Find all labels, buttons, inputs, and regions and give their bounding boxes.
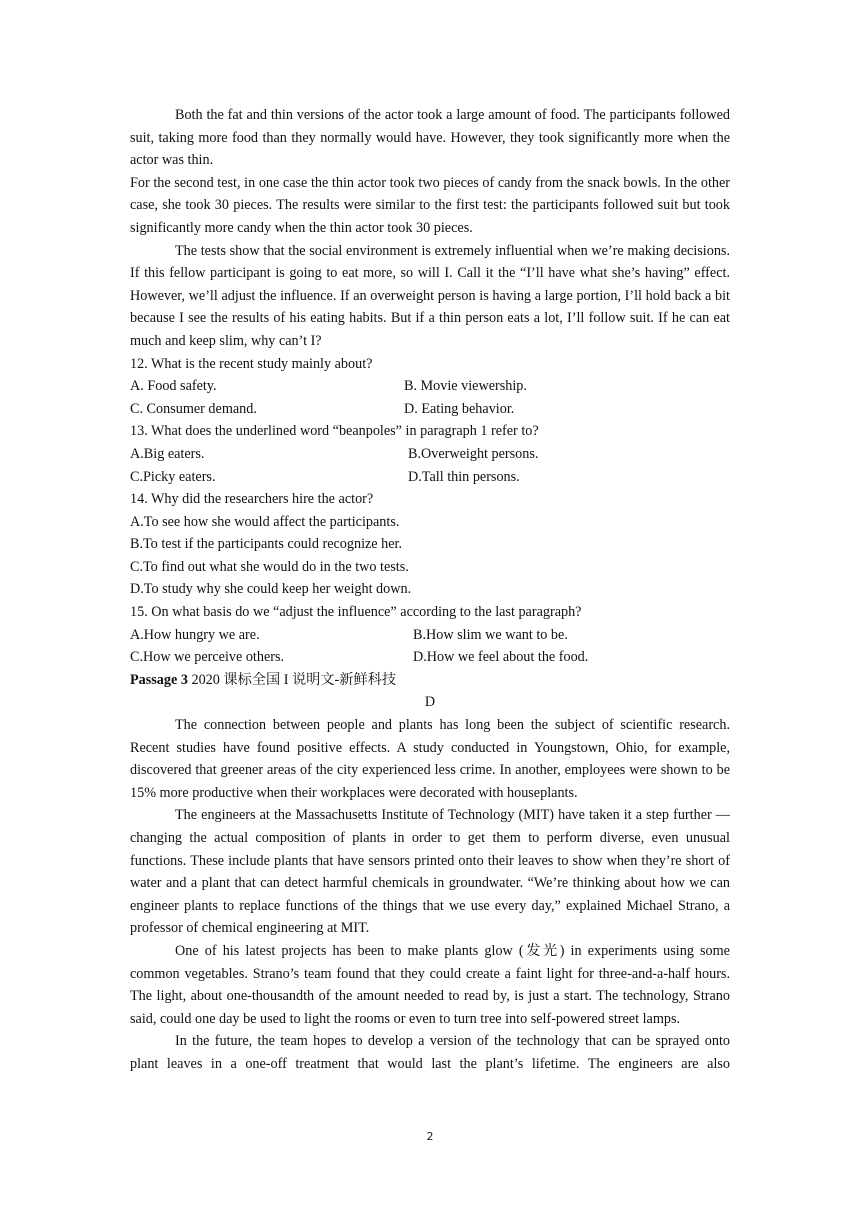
paragraph: Both the fat and thin versions of the actor took a large amount of food. The participants followed suit, taking more food than they normally would have. However, they took significantly more when the actor was thin. bbox=[130, 107, 730, 169]
paragraph: In the future, the team hopes to develop a version of the technology that can be sprayed onto plant leaves in a one-off treatment that would last the plant’s lifetime. The engineers are also bbox=[130, 1033, 730, 1072]
option-a: A.To see how she would affect the participants. bbox=[130, 513, 400, 530]
option-d: D.To study why she could keep her weight down. bbox=[130, 581, 412, 598]
option-c: C.How we perceive others. bbox=[130, 649, 285, 666]
option-d: D.How we feel about the food. bbox=[413, 649, 589, 666]
option-a: A.Big eaters. bbox=[130, 445, 205, 462]
option-b: B. Movie viewership. bbox=[404, 378, 527, 395]
option-b: B.To test if the participants could recognize her. bbox=[130, 536, 403, 553]
option-a: A. Food safety. bbox=[130, 378, 217, 395]
page-number: 2 bbox=[426, 1130, 434, 1143]
document-page bbox=[130, 104, 730, 1076]
question-12-options-row-2 bbox=[130, 398, 730, 421]
question-15-stem: 15. On what basis do we “adjust the influence” according to the last paragraph? bbox=[130, 604, 582, 621]
passage-label: Passage 3 bbox=[130, 671, 188, 688]
question-12-stem: 12. What is the recent study mainly about? bbox=[130, 355, 373, 372]
paragraph: One of his latest projects has been to make plants glow (发光) in experiments using some common vegetables. Strano’s team found that they could create a faint light for three-and-a-half hours. The light, about one-thousandth of the amount needed to read by, is just a start. The technology, Strano said, could one day be used to light the rooms or even to turn tree into self-powered street lamps. bbox=[130, 942, 730, 1027]
paragraph: The connection between people and plants has long been the subject of scientific research. Recent studies have found positive effects. A study conducted in Youngstown, Ohio, for example, discovered that greener areas of the city experienced less crime. In another, employees were shown to be 15% more productive when their workplaces were decorated with houseplants. bbox=[130, 717, 730, 801]
option-a: A.How hungry we are. bbox=[130, 626, 260, 643]
option-c: C.Picky eaters. bbox=[130, 468, 216, 485]
question-12-options-row-1 bbox=[130, 375, 730, 398]
paragraph: For the second test, in one case the thin actor took two pieces of candy from the snack bowls. In the other case, she took 30 pieces. The results were similar to the first test: the participants followed suit but took significantly more candy when the thin actor took 30 pieces. bbox=[130, 174, 730, 236]
option-d: D.Tall thin persons. bbox=[408, 468, 520, 485]
option-b: B.How slim we want to be. bbox=[413, 626, 568, 643]
passage-source: 2020 课标全国 I 说明文-新鲜科技 bbox=[187, 671, 397, 688]
option-d: D. Eating behavior. bbox=[404, 400, 515, 417]
paragraph: The engineers at the Massachusetts Institute of Technology (MIT) have taken it a step further — changing the actual composition of plants in order to get them to perform diverse, even unusual functions. These include plants that have sensors printed onto their leaves to show when they’re short of water and a plant that can detect harmful chemicals in groundwater. “We’re thinking about how we can engineer plants to replace functions of the things that we use every day,” explained Michael Strano, a professor of chemical engineering at MIT. bbox=[130, 807, 730, 937]
passage-heading bbox=[130, 669, 730, 692]
option-b: B.Overweight persons. bbox=[408, 445, 539, 462]
question-13-options-row-1 bbox=[130, 443, 730, 466]
paragraph: The tests show that the social environment is extremely influential when we’re making decisions. If this fellow participant is going to eat more, so will I. Call it the “I’ll have what she’s having” effect. However, we’ll adjust the influence. If an overweight person is having a large portion, I’ll hold back a bit because I see the results of his eating habits. But if a thin person eats a lot, I’ll follow suit. If he can eat much and keep slim, why can’t I? bbox=[130, 242, 730, 349]
question-14-stem: 14. Why did the researchers hire the actor? bbox=[130, 491, 374, 508]
question-15-options-row-1 bbox=[130, 624, 730, 647]
question-13-options-row-2 bbox=[130, 466, 730, 489]
option-c: C. Consumer demand. bbox=[130, 400, 257, 417]
question-13-stem: 13. What does the underlined word “beanpoles” in paragraph 1 refer to? bbox=[130, 423, 539, 440]
question-15-options-row-2 bbox=[130, 646, 730, 669]
option-c: C.To find out what she would do in the two tests. bbox=[130, 558, 409, 575]
section-letter: D bbox=[424, 694, 436, 711]
